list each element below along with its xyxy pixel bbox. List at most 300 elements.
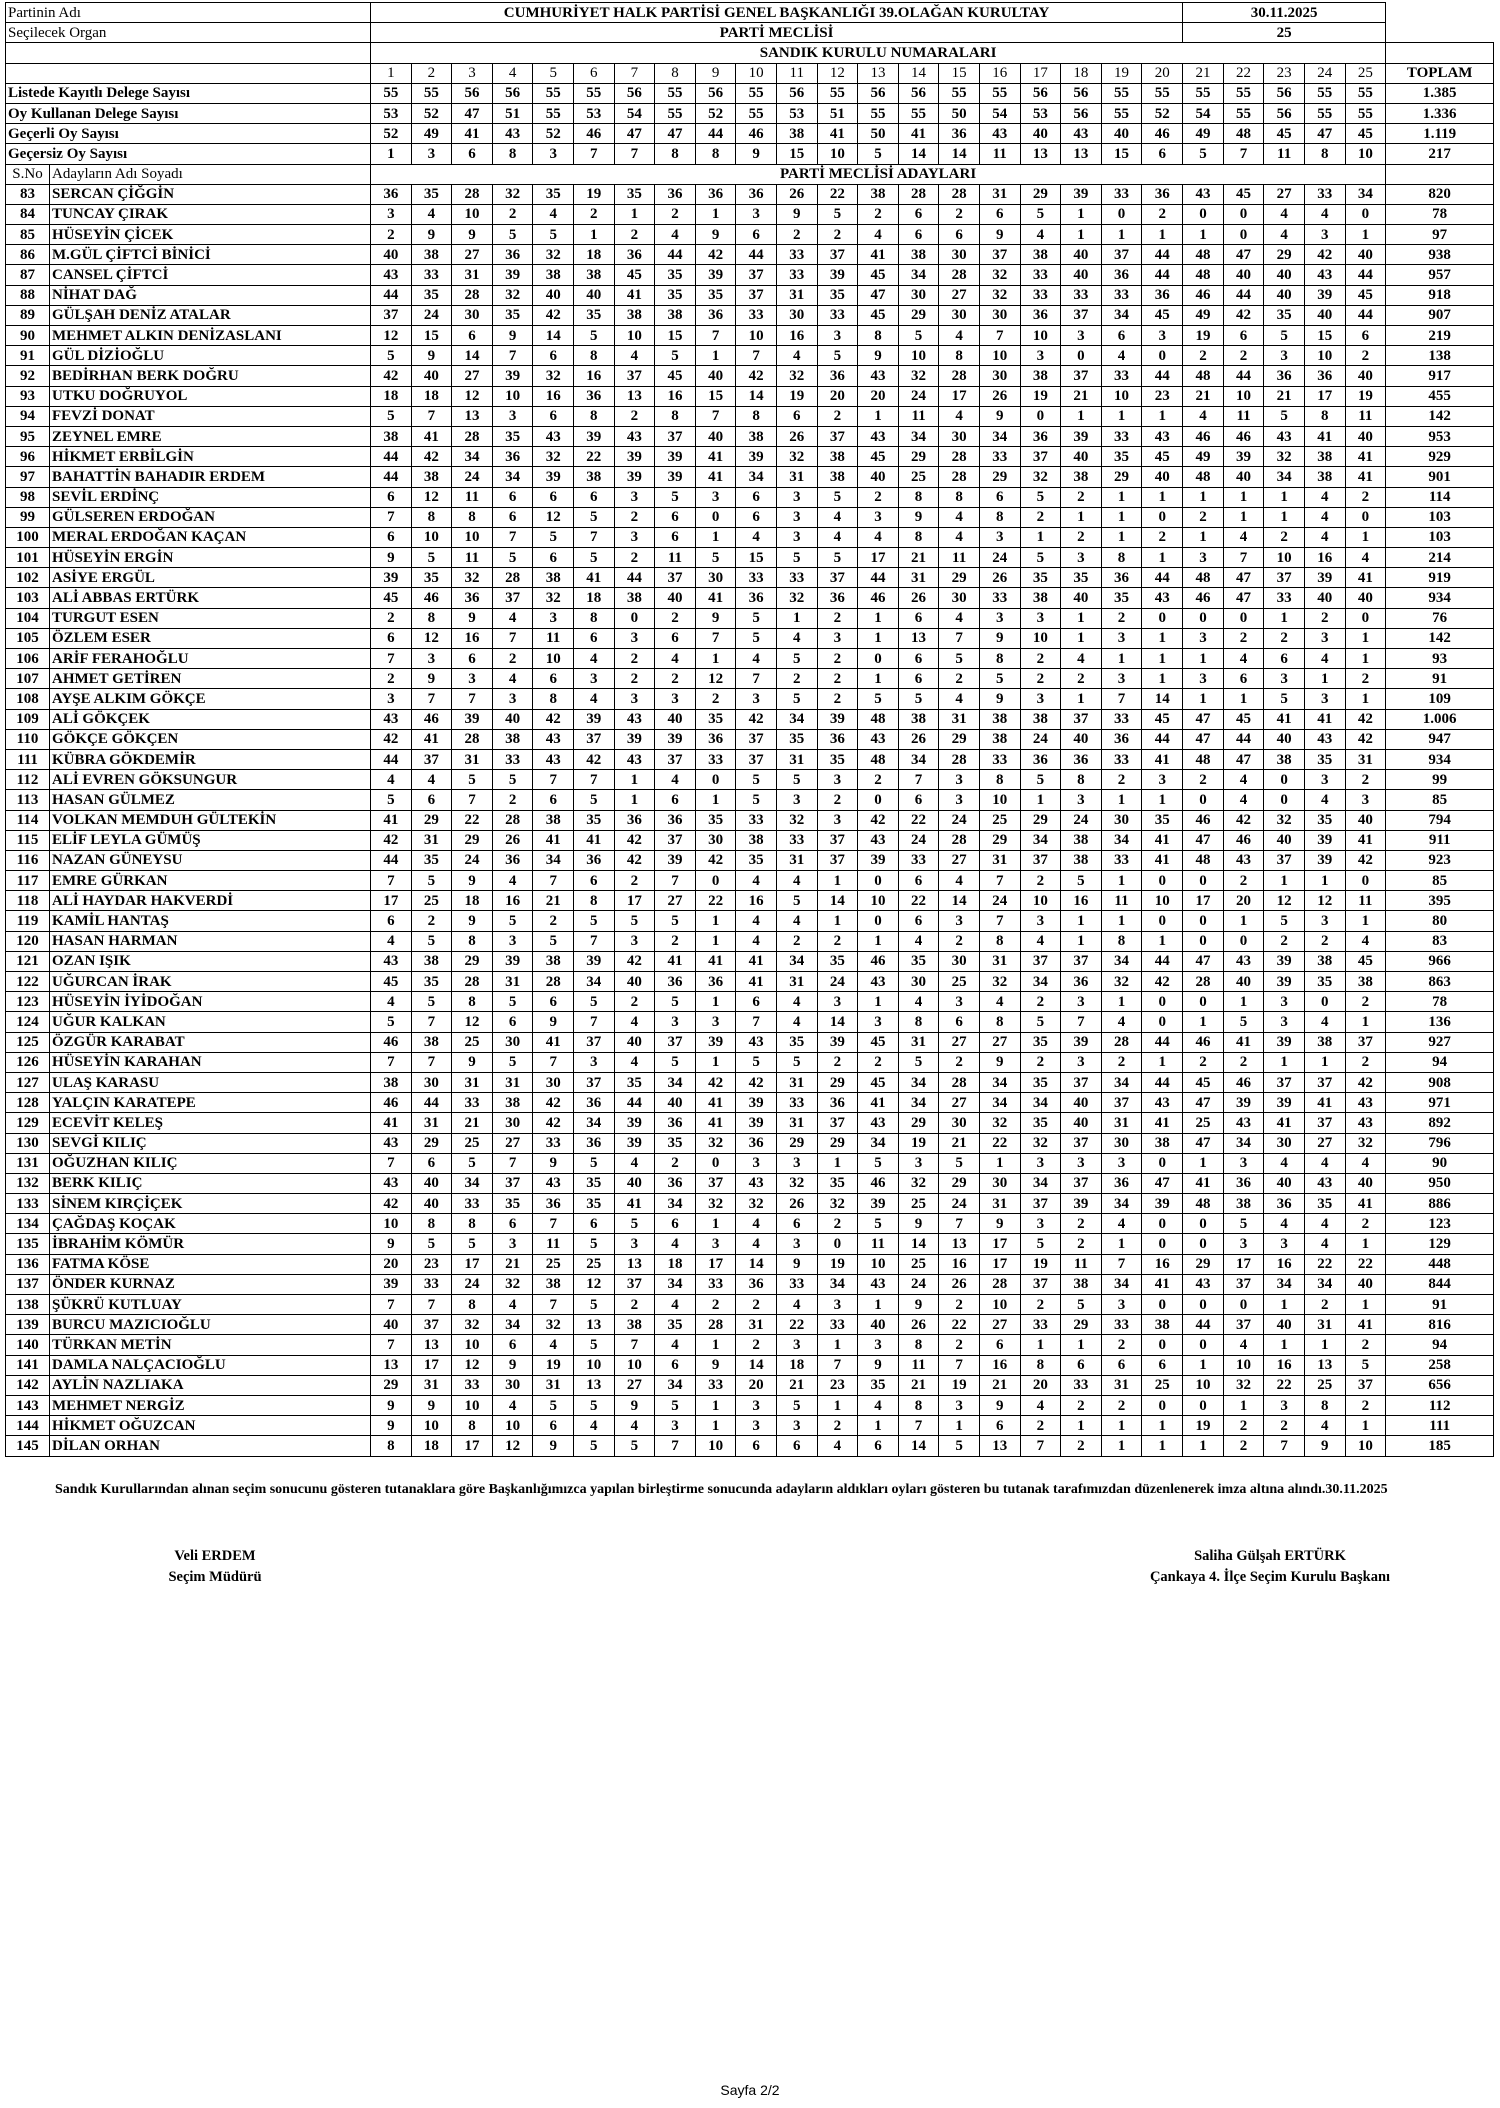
vote-cell: 33 [1061, 1375, 1102, 1395]
vote-cell: 3 [492, 406, 533, 426]
vote-cell: 6 [736, 507, 777, 527]
vote-cell: 43 [736, 1032, 777, 1052]
vote-cell: 4 [817, 527, 858, 547]
vote-cell: 43 [371, 951, 412, 971]
vote-cell: 17 [1183, 891, 1224, 911]
vote-cell: 37 [1101, 1093, 1142, 1113]
vote-cell: 0 [1142, 1335, 1183, 1355]
vote-cell: 36 [573, 1093, 614, 1113]
vote-cell: 32 [817, 1194, 858, 1214]
candidate-name: SERCAN ÇİĞGİN [50, 184, 371, 204]
vote-cell: 34 [1223, 1133, 1264, 1153]
stat-value: 43 [1061, 124, 1102, 144]
stat-value: 43 [492, 124, 533, 144]
candidate-number: 110 [6, 729, 50, 749]
vote-cell: 38 [979, 709, 1020, 729]
vote-cell: 34 [979, 1093, 1020, 1113]
vote-cell: 40 [411, 366, 452, 386]
vote-cell: 3 [1101, 669, 1142, 689]
vote-cell: 3 [1101, 1295, 1142, 1315]
vote-cell: 28 [939, 749, 980, 769]
vote-cell: 37 [655, 568, 696, 588]
vote-cell: 1 [1345, 628, 1386, 648]
candidate-total: 99 [1386, 770, 1494, 790]
vote-cell: 46 [1223, 426, 1264, 446]
vote-cell: 33 [492, 749, 533, 769]
vote-cell: 40 [1061, 729, 1102, 749]
vote-cell: 42 [736, 1072, 777, 1092]
vote-cell: 1 [1345, 649, 1386, 669]
vote-cell: 33 [695, 1375, 736, 1395]
vote-cell: 34 [1264, 467, 1305, 487]
stat-value: 51 [817, 103, 858, 123]
stat-total: 1.119 [1386, 124, 1494, 144]
vote-cell: 8 [411, 608, 452, 628]
vote-cell: 5 [573, 790, 614, 810]
vote-cell: 1 [1101, 790, 1142, 810]
vote-cell: 1 [1223, 487, 1264, 507]
vote-cell: 37 [1223, 1315, 1264, 1335]
candidate-name: UTKU DOĞRUYOL [50, 386, 371, 406]
vote-cell: 37 [1264, 568, 1305, 588]
vote-cell: 1 [614, 790, 655, 810]
vote-cell: 8 [1304, 1395, 1345, 1415]
vote-cell: 4 [1304, 1234, 1345, 1254]
vote-cell: 2 [1183, 1052, 1224, 1072]
vote-cell: 46 [411, 588, 452, 608]
vote-cell: 38 [533, 951, 574, 971]
candidate-name: HÜSEYİN İYİDOĞAN [50, 992, 371, 1012]
vote-cell: 41 [1345, 1194, 1386, 1214]
vote-cell: 18 [411, 386, 452, 406]
vote-cell: 5 [655, 1052, 696, 1072]
vote-cell: 17 [979, 1254, 1020, 1274]
vote-cell: 1 [817, 911, 858, 931]
vote-cell: 41 [1304, 1093, 1345, 1113]
vote-cell: 5 [1061, 871, 1102, 891]
vote-cell: 8 [452, 931, 493, 951]
stat-value: 7 [1223, 144, 1264, 164]
vote-cell: 6 [371, 911, 412, 931]
vote-cell: 4 [939, 507, 980, 527]
vote-cell: 30 [492, 1032, 533, 1052]
vote-cell: 43 [858, 1274, 899, 1294]
vote-cell: 7 [492, 527, 533, 547]
vote-cell: 8 [979, 649, 1020, 669]
vote-cell: 7 [533, 871, 574, 891]
vote-cell: 2 [817, 669, 858, 689]
vote-cell: 5 [776, 548, 817, 568]
vote-cell: 2 [1345, 770, 1386, 790]
candidate-total: 142 [1386, 406, 1494, 426]
vote-cell: 6 [533, 487, 574, 507]
vote-cell: 3 [776, 1335, 817, 1355]
vote-cell: 10 [1223, 386, 1264, 406]
vote-cell: 43 [371, 1133, 412, 1153]
candidate-name: GÜLSEREN ERDOĞAN [50, 507, 371, 527]
vote-cell: 12 [452, 386, 493, 406]
table-row [6, 628, 1494, 648]
vote-cell: 34 [655, 1194, 696, 1214]
vote-cell: 2 [1345, 346, 1386, 366]
vote-cell: 1 [1345, 225, 1386, 245]
vote-cell: 34 [655, 1072, 696, 1092]
candidate-name: ÇAĞDAŞ KOÇAK [50, 1214, 371, 1234]
vote-cell: 24 [898, 1274, 939, 1294]
total-header: TOPLAM [1386, 63, 1494, 83]
vote-cell: 4 [939, 608, 980, 628]
vote-cell: 6 [452, 326, 493, 346]
vote-cell: 16 [573, 366, 614, 386]
vote-cell: 3 [1183, 548, 1224, 568]
vote-cell: 7 [411, 1052, 452, 1072]
vote-cell: 42 [1345, 729, 1386, 749]
vote-cell: 14 [939, 891, 980, 911]
vote-cell: 1 [1061, 689, 1102, 709]
vote-cell: 33 [452, 1093, 493, 1113]
vote-cell: 39 [1304, 850, 1345, 870]
table-row [6, 1295, 1494, 1315]
vote-cell: 41 [533, 1032, 574, 1052]
table-row [6, 1194, 1494, 1214]
vote-cell: 35 [655, 285, 696, 305]
stat-value: 15 [1101, 144, 1142, 164]
candidate-number: 137 [6, 1274, 50, 1294]
vote-cell: 2 [1345, 1395, 1386, 1415]
vote-cell: 28 [939, 830, 980, 850]
vote-cell: 40 [655, 709, 696, 729]
vote-cell: 24 [1061, 810, 1102, 830]
vote-cell: 32 [533, 366, 574, 386]
vote-cell: 3 [776, 1153, 817, 1173]
vote-cell: 9 [979, 1214, 1020, 1234]
vote-cell: 31 [533, 1375, 574, 1395]
vote-cell: 2 [614, 548, 655, 568]
vote-cell: 27 [939, 850, 980, 870]
vote-cell: 10 [1020, 628, 1061, 648]
vote-cell: 14 [817, 1012, 858, 1032]
candidate-name: EMRE GÜRKAN [50, 871, 371, 891]
vote-cell: 1 [1264, 1295, 1305, 1315]
vote-cell: 3 [655, 1416, 696, 1436]
vote-cell: 7 [1101, 689, 1142, 709]
candidate-name: AYLİN NAZLIAKA [50, 1375, 371, 1395]
vote-cell: 10 [452, 1335, 493, 1355]
vote-cell: 5 [858, 689, 899, 709]
vote-cell: 41 [858, 1093, 899, 1113]
vote-cell: 27 [1304, 1133, 1345, 1153]
vote-cell: 2 [817, 1416, 858, 1436]
vote-cell: 5 [776, 1052, 817, 1072]
vote-cell: 3 [939, 911, 980, 931]
vote-cell: 1 [1061, 406, 1102, 426]
table-row [6, 1093, 1494, 1113]
vote-cell: 4 [736, 931, 777, 951]
vote-cell: 4 [1101, 1012, 1142, 1032]
vote-cell: 38 [492, 1093, 533, 1113]
vote-cell: 1 [1183, 527, 1224, 547]
vote-cell: 35 [1304, 972, 1345, 992]
vote-cell: 32 [1264, 810, 1305, 830]
vote-cell: 4 [1101, 1214, 1142, 1234]
vote-cell: 46 [858, 588, 899, 608]
candidate-total: 950 [1386, 1173, 1494, 1193]
vote-cell: 9 [411, 1395, 452, 1415]
vote-cell: 5 [573, 911, 614, 931]
vote-cell: 32 [979, 1113, 1020, 1133]
vote-cell: 8 [858, 326, 899, 346]
vote-cell: 12 [1304, 891, 1345, 911]
vote-cell: 33 [1020, 265, 1061, 285]
table-row [6, 951, 1494, 971]
vote-cell: 31 [898, 1032, 939, 1052]
vote-cell: 39 [655, 850, 696, 870]
vote-cell: 39 [1264, 1032, 1305, 1052]
vote-cell: 7 [411, 1012, 452, 1032]
vote-cell: 45 [1142, 709, 1183, 729]
vote-cell: 26 [979, 386, 1020, 406]
stat-value: 14 [939, 144, 980, 164]
candidate-total: 796 [1386, 1133, 1494, 1153]
candidate-number: 144 [6, 1416, 50, 1436]
vote-cell: 3 [1020, 689, 1061, 709]
vote-cell: 0 [1183, 1234, 1224, 1254]
vote-cell: 37 [573, 1072, 614, 1092]
vote-cell: 31 [452, 265, 493, 285]
vote-cell: 1 [1061, 628, 1102, 648]
vote-cell: 43 [1304, 729, 1345, 749]
box-number: 14 [898, 63, 939, 83]
candidate-name: OĞUZHAN KILIÇ [50, 1153, 371, 1173]
vote-cell: 37 [1264, 1072, 1305, 1092]
vote-cell: 2 [1345, 669, 1386, 689]
candidate-name: TÜRKAN METİN [50, 1335, 371, 1355]
vote-cell: 33 [736, 305, 777, 325]
vote-cell: 46 [1183, 1032, 1224, 1052]
vote-cell: 2 [1223, 1052, 1264, 1072]
vote-cell: 37 [817, 426, 858, 446]
table-row [6, 1315, 1494, 1335]
stat-value: 8 [492, 144, 533, 164]
candidate-total: 85 [1386, 790, 1494, 810]
vote-cell: 6 [1061, 1355, 1102, 1375]
table-row [6, 386, 1494, 406]
candidate-number: 114 [6, 810, 50, 830]
stat-value: 45 [1345, 124, 1386, 144]
vote-cell: 38 [614, 1315, 655, 1335]
vote-cell: 0 [1020, 406, 1061, 426]
vote-cell: 1 [1183, 1355, 1224, 1375]
vote-cell: 3 [858, 507, 899, 527]
vote-cell: 1 [1101, 406, 1142, 426]
vote-cell: 39 [371, 568, 412, 588]
vote-cell: 1 [695, 204, 736, 224]
vote-cell: 6 [1223, 326, 1264, 346]
vote-cell: 9 [695, 608, 736, 628]
vote-cell: 40 [411, 1194, 452, 1214]
vote-cell: 29 [1264, 245, 1305, 265]
candidate-name: HASAN HARMAN [50, 931, 371, 951]
vote-cell: 32 [776, 588, 817, 608]
stat-label: Oy Kullanan Delege Sayısı [6, 103, 371, 123]
stat-value: 3 [533, 144, 574, 164]
stat-value: 13 [1020, 144, 1061, 164]
vote-cell: 2 [1020, 507, 1061, 527]
vote-cell: 12 [1264, 891, 1305, 911]
vote-cell: 3 [1304, 689, 1345, 709]
vote-cell: 2 [1345, 1052, 1386, 1072]
vote-cell: 6 [776, 406, 817, 426]
vote-cell: 5 [898, 1052, 939, 1072]
vote-cell: 31 [939, 709, 980, 729]
vote-cell: 32 [452, 568, 493, 588]
vote-cell: 7 [898, 1416, 939, 1436]
table-row [6, 1274, 1494, 1294]
table-row [6, 326, 1494, 346]
vote-cell: 41 [695, 588, 736, 608]
vote-cell: 2 [614, 871, 655, 891]
vote-cell: 45 [1183, 1072, 1224, 1092]
candidate-number: 92 [6, 366, 50, 386]
vote-cell: 6 [736, 992, 777, 1012]
vote-cell: 9 [371, 548, 412, 568]
candidate-total: 907 [1386, 305, 1494, 325]
vote-cell: 5 [492, 992, 533, 1012]
candidate-name: DİLAN ORHAN [50, 1436, 371, 1456]
vote-cell: 1 [1304, 669, 1345, 689]
vote-cell: 5 [573, 507, 614, 527]
vote-cell: 44 [736, 245, 777, 265]
vote-cell: 40 [614, 1032, 655, 1052]
vote-cell: 6 [898, 871, 939, 891]
vote-cell: 4 [1101, 346, 1142, 366]
vote-cell: 20 [1020, 1375, 1061, 1395]
vote-cell: 3 [695, 1234, 736, 1254]
box-number: 21 [1183, 63, 1224, 83]
vote-cell: 29 [939, 729, 980, 749]
vote-cell: 4 [736, 1214, 777, 1234]
vote-cell: 42 [695, 1072, 736, 1092]
vote-cell: 33 [1101, 1315, 1142, 1335]
vote-cell: 41 [1264, 709, 1305, 729]
vote-cell: 5 [371, 406, 412, 426]
vote-cell: 4 [817, 1436, 858, 1456]
vote-cell: 43 [1183, 1274, 1224, 1294]
vote-cell: 45 [655, 366, 696, 386]
candidate-name: MEHMET NERGİZ [50, 1395, 371, 1415]
vote-cell: 10 [492, 386, 533, 406]
vote-cell: 8 [452, 1416, 493, 1436]
vote-cell: 21 [1061, 386, 1102, 406]
vote-cell: 9 [695, 225, 736, 245]
vote-cell: 25 [1304, 1375, 1345, 1395]
vote-cell: 16 [655, 386, 696, 406]
vote-cell: 32 [776, 810, 817, 830]
vote-cell: 5 [817, 487, 858, 507]
vote-cell: 25 [979, 810, 1020, 830]
vote-cell: 7 [979, 871, 1020, 891]
vote-cell: 4 [1223, 770, 1264, 790]
vote-cell: 1 [776, 608, 817, 628]
vote-cell: 7 [371, 1052, 412, 1072]
vote-cell: 45 [858, 305, 899, 325]
vote-cell: 38 [655, 305, 696, 325]
vote-cell: 4 [1264, 204, 1305, 224]
box-number: 25 [1345, 63, 1386, 83]
vote-cell: 17 [695, 1254, 736, 1274]
vote-cell: 40 [371, 1315, 412, 1335]
table-row [6, 911, 1494, 931]
candidate-name: NAZAN GÜNEYSU [50, 850, 371, 870]
vote-cell: 1 [979, 1153, 1020, 1173]
vote-cell: 40 [614, 1173, 655, 1193]
vote-cell: 1 [1142, 1416, 1183, 1436]
vote-cell: 24 [979, 891, 1020, 911]
vote-cell: 13 [573, 1315, 614, 1335]
vote-cell: 2 [736, 1335, 777, 1355]
vote-cell: 6 [533, 346, 574, 366]
vote-cell: 36 [736, 588, 777, 608]
vote-cell: 32 [492, 1274, 533, 1294]
stat-value: 3 [411, 144, 452, 164]
vote-cell: 32 [533, 1315, 574, 1335]
vote-cell: 0 [1142, 608, 1183, 628]
vote-cell: 28 [492, 810, 533, 830]
vote-cell: 25 [939, 972, 980, 992]
vote-cell: 30 [939, 951, 980, 971]
vote-cell: 0 [1223, 608, 1264, 628]
vote-cell: 19 [776, 386, 817, 406]
vote-cell: 47 [1183, 830, 1224, 850]
vote-cell: 5 [695, 548, 736, 568]
vote-cell: 7 [573, 770, 614, 790]
vote-cell: 6 [371, 628, 412, 648]
vote-cell: 33 [1101, 749, 1142, 769]
vote-cell: 40 [858, 1315, 899, 1335]
vote-cell: 3 [1264, 669, 1305, 689]
candidate-name: BURCU MAZICIOĞLU [50, 1315, 371, 1335]
vote-cell: 31 [452, 749, 493, 769]
vote-cell: 1 [1020, 1335, 1061, 1355]
vote-cell: 21 [492, 1254, 533, 1274]
vote-cell: 1 [858, 406, 899, 426]
candidate-number: 88 [6, 285, 50, 305]
vote-cell: 6 [1101, 326, 1142, 346]
vote-cell: 41 [1223, 1032, 1264, 1052]
vote-cell: 2 [655, 608, 696, 628]
vote-cell: 3 [492, 689, 533, 709]
candidate-number: 105 [6, 628, 50, 648]
vote-cell: 45 [614, 265, 655, 285]
organ-name: PARTİ MECLİSİ [371, 23, 1183, 43]
vote-cell: 25 [452, 1133, 493, 1153]
vote-cell: 38 [533, 568, 574, 588]
vote-cell: 4 [1304, 487, 1345, 507]
vote-cell: 41 [1142, 850, 1183, 870]
vote-cell: 38 [1142, 1133, 1183, 1153]
vote-cell: 22 [1345, 1254, 1386, 1274]
vote-cell: 5 [655, 487, 696, 507]
vote-cell: 38 [411, 245, 452, 265]
vote-cell: 7 [1061, 1012, 1102, 1032]
vote-cell: 46 [1183, 285, 1224, 305]
candidate-number: 126 [6, 1052, 50, 1072]
vote-cell: 7 [695, 628, 736, 648]
vote-cell: 4 [1264, 225, 1305, 245]
candidate-total: 136 [1386, 1012, 1494, 1032]
vote-cell: 12 [573, 1274, 614, 1294]
vote-cell: 26 [492, 830, 533, 850]
